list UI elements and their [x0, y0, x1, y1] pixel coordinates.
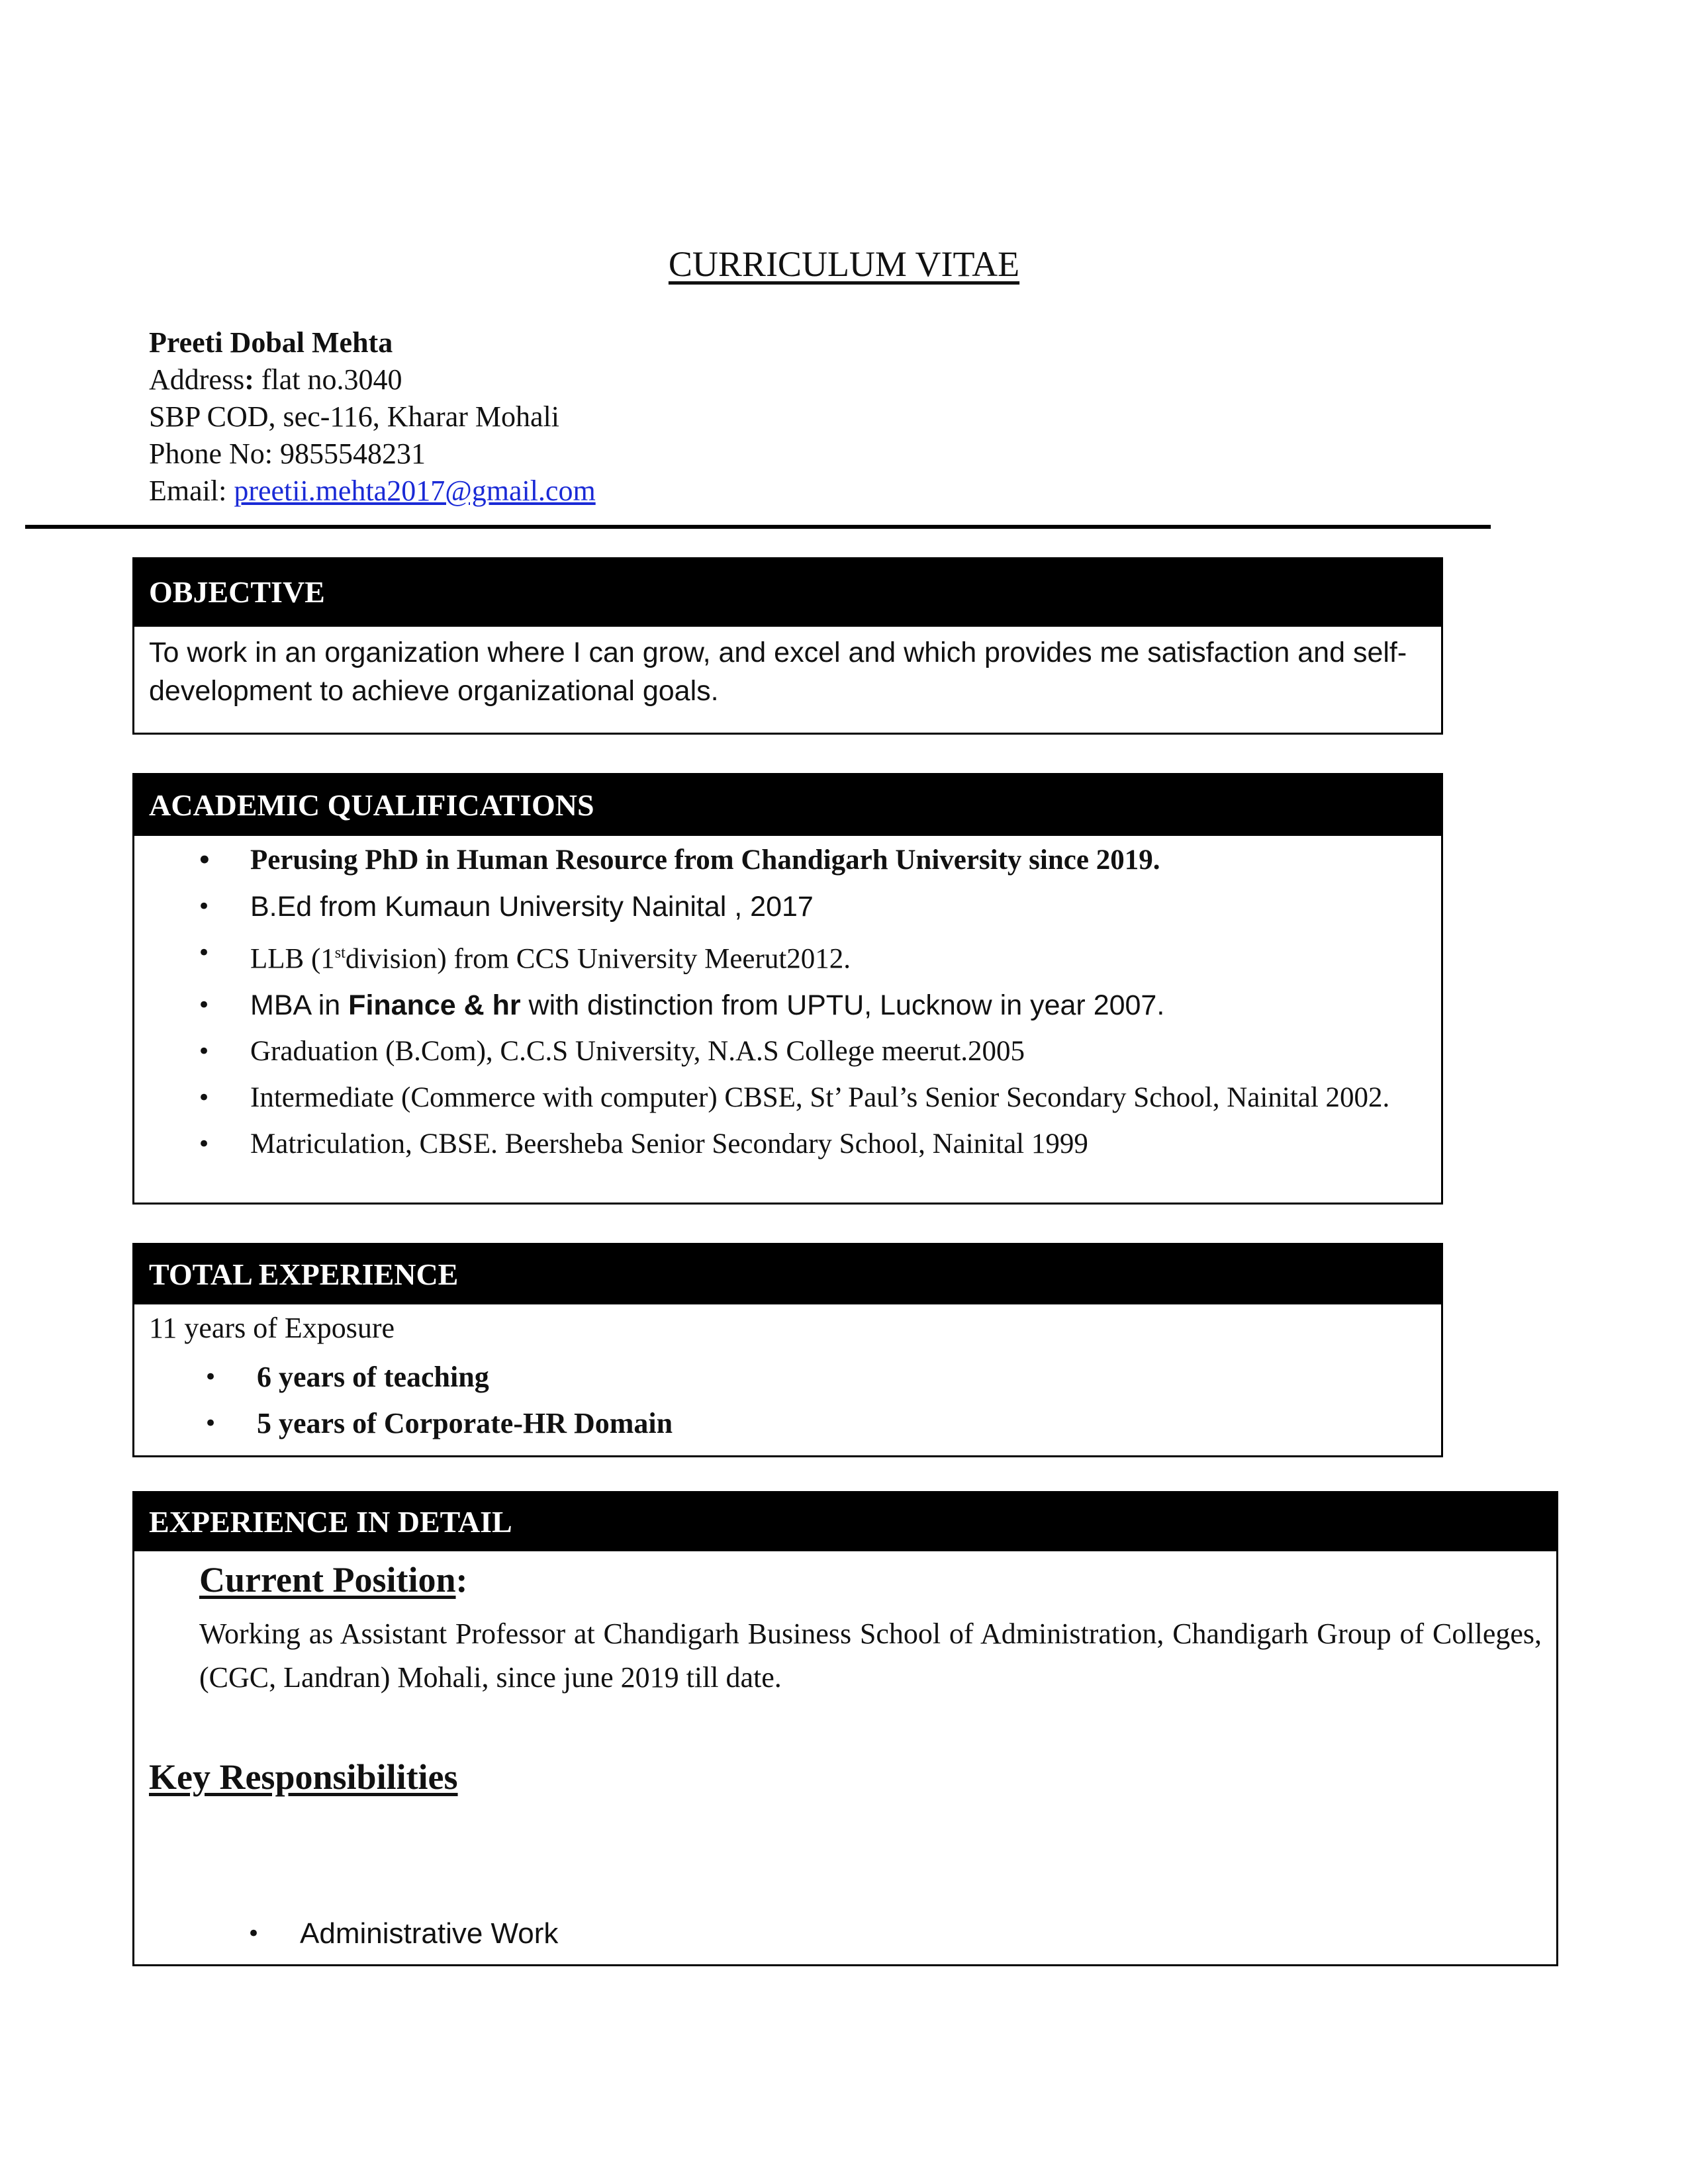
bullet-icon: • [197, 1038, 211, 1066]
address-line-2: SBP COD, sec-116, Kharar Mohali [149, 400, 559, 433]
document-title: CURRICULUM VITAE [668, 244, 1020, 284]
email-label: Email: [149, 475, 227, 507]
phone-line [149, 435, 596, 473]
phone-label: Phone No: [149, 437, 273, 470]
experience-list [204, 1357, 673, 1450]
candidate-name: Preeti Dobal Mehta [149, 326, 393, 359]
section-heading-academic: ACADEMIC QUALIFICATIONS [134, 775, 1441, 836]
bullet-icon: • [197, 893, 211, 920]
contact-block [149, 324, 596, 510]
responsibilities-list [247, 1914, 558, 1954]
list-item: • 5 years of Corporate-HR Domain [204, 1404, 673, 1443]
current-position-heading: Current Position: [199, 1560, 468, 1600]
objective-section [132, 557, 1443, 735]
bullet-icon: • [204, 1410, 218, 1437]
objective-text: To work in an organization where I can grow, and excel and which provides me satisfaction and self-development to achieve organizational goals. [149, 637, 1407, 707]
header-divider [25, 525, 1491, 529]
list-item: • Perusing PhD in Human Resource from Chandigarh University since 2019. [197, 841, 1415, 880]
bullet-icon: • [204, 1364, 218, 1390]
list-item: • Intermediate (Commerce with computer) CBSE, St’ Paul’s Senior Secondary School, Nainital 2002. [197, 1079, 1415, 1117]
current-position-text: Working as Assistant Professor at Chandigarh Business School of Administration, Chandigarh Group of Colleges, (CGC, Landran) Mohali, since june 2019 till date. [199, 1617, 1542, 1694]
address-value: flat no.3040 [261, 363, 402, 396]
bullet-icon: • [197, 940, 211, 966]
section-heading-total-experience: TOTAL EXPERIENCE [134, 1245, 1441, 1304]
list-item: • Matriculation, CBSE. Beersheba Senior Secondary School, Nainital 1999 [197, 1125, 1415, 1163]
address-line: Address: flat no.3040 [149, 363, 402, 396]
total-experience-section [132, 1243, 1443, 1457]
academic-list [197, 841, 1415, 1171]
bullet-icon: • [247, 1921, 261, 1947]
list-item: • Administrative Work [247, 1914, 558, 1954]
email-link[interactable]: preetii.mehta2017@gmail.com [234, 475, 596, 507]
list-item: • B.Ed from Kumaun University Nainital , 2017 [197, 887, 1415, 926]
bullet-icon: • [197, 1085, 211, 1112]
address-label: Address [149, 363, 245, 396]
bullet-icon: • [197, 992, 211, 1019]
key-responsibilities-heading: Key Responsibilities [149, 1757, 458, 1797]
email-line [149, 473, 596, 510]
section-heading-experience-detail: EXPERIENCE IN DETAIL [134, 1493, 1556, 1551]
list-item: • 6 years of teaching [204, 1357, 673, 1397]
phone-number: 9855548231 [280, 437, 426, 470]
list-item: • Graduation (B.Com), C.C.S University, N.A.S College meerut.2005 [197, 1032, 1415, 1071]
list-item: • LLB (1stdivision) from CCS University Meerut2012. [197, 934, 1415, 978]
bullet-icon: • [197, 847, 212, 874]
academic-section [132, 773, 1443, 1205]
experience-detail-section [132, 1491, 1558, 1966]
experience-summary: 11 years of Exposure [149, 1312, 395, 1344]
section-heading-objective: OBJECTIVE [134, 559, 1441, 627]
bullet-icon: • [197, 1131, 211, 1158]
list-item: • MBA in Finance & hr with distinction from UPTU, Lucknow in year 2007. [197, 986, 1415, 1024]
